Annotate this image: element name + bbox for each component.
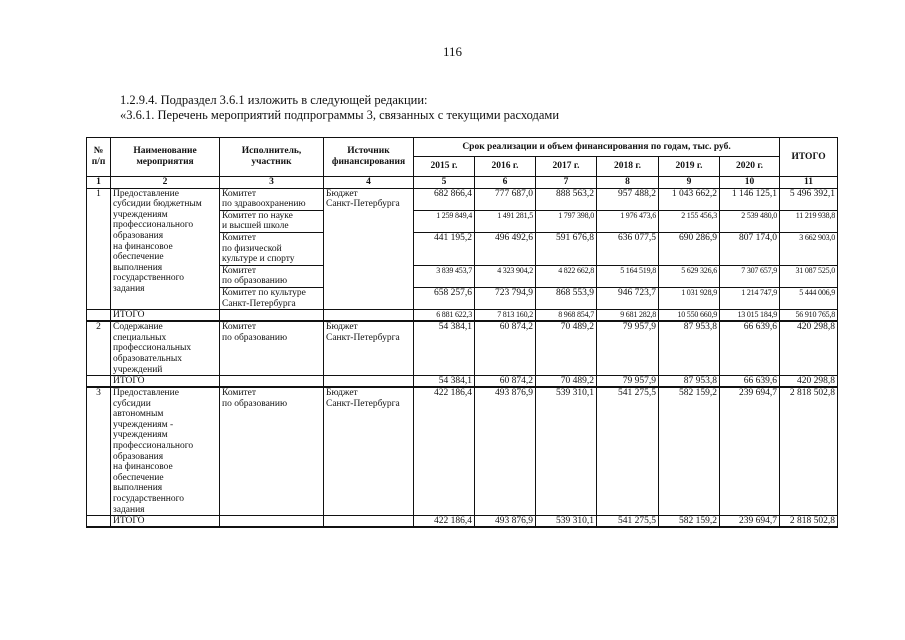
row-num-empty: [87, 376, 111, 388]
total-cell: 79 957,9: [597, 376, 659, 388]
funding-source: Бюджет Санкт-Петербурга: [324, 387, 414, 516]
column-number: 6: [475, 177, 536, 189]
intro-line-1: 1.2.9.4. Подраздел 3.6.1 изложить в следующей редакции:: [120, 93, 428, 107]
total-cell: 2 818 502,8: [780, 516, 838, 528]
header-year: 2016 г.: [475, 157, 536, 177]
empty-cell: [220, 310, 324, 322]
column-number-row: [87, 177, 838, 189]
value-cell: 5 444 006,9: [780, 287, 838, 309]
column-number: 3: [220, 177, 324, 189]
header-executor: Исполнитель, участник: [220, 138, 324, 177]
value-cell: 1 214 747,9: [720, 287, 780, 309]
value-cell: 888 563,2: [536, 188, 597, 210]
value-cell: 1 491 281,5: [475, 210, 536, 232]
executor: Комитет по образованию: [220, 387, 324, 516]
value-cell: 3 662 903,0: [780, 232, 838, 265]
header-year: 2018 г.: [597, 157, 659, 177]
empty-cell: [220, 376, 324, 388]
column-number: 1: [87, 177, 111, 189]
total-cell: 66 639,6: [720, 376, 780, 388]
column-number: 8: [597, 177, 659, 189]
intro-text: [120, 93, 559, 123]
value-cell: 2 818 502,8: [780, 387, 838, 516]
value-cell: 70 489,2: [536, 321, 597, 375]
column-number: 7: [536, 177, 597, 189]
executor: Комитет по образованию: [220, 265, 324, 287]
total-cell: 539 310,1: [536, 516, 597, 528]
value-cell: 87 953,8: [659, 321, 720, 375]
value-cell: 868 553,9: [536, 287, 597, 309]
column-number: 2: [111, 177, 220, 189]
total-row: [87, 516, 838, 528]
total-cell: 60 874,2: [475, 376, 536, 388]
header-srok: Срок реализации и объем финансирования по годам, тыс. руб.: [414, 138, 780, 157]
value-cell: 5 496 392,1: [780, 188, 838, 210]
table-row: [87, 188, 838, 210]
value-cell: 60 874,2: [475, 321, 536, 375]
column-number: 5: [414, 177, 475, 189]
intro-line-2: «3.6.1. Перечень мероприятий подпрограммы 3, связанных с текущими расходами: [120, 108, 560, 122]
value-cell: 66 639,6: [720, 321, 780, 375]
value-cell: 2 155 456,3: [659, 210, 720, 232]
measures-table: [86, 137, 838, 528]
funding-source: Бюджет Санкт-Петербурга: [324, 321, 414, 375]
total-cell: 13 015 184,9: [720, 310, 780, 322]
executor: Комитет по науке и высшей школе: [220, 210, 324, 232]
header-name: Наименование мероприятия: [111, 138, 220, 177]
value-cell: 582 159,2: [659, 387, 720, 516]
value-cell: 493 876,9: [475, 387, 536, 516]
row-num: 2: [87, 321, 111, 375]
value-cell: 636 077,5: [597, 232, 659, 265]
total-cell: 54 384,1: [414, 376, 475, 388]
table-row: [87, 387, 838, 516]
value-cell: 777 687,0: [475, 188, 536, 210]
total-cell: 10 550 660,9: [659, 310, 720, 322]
total-cell: 493 876,9: [475, 516, 536, 528]
value-cell: 682 866,4: [414, 188, 475, 210]
empty-cell: [220, 516, 324, 528]
total-cell: 87 953,8: [659, 376, 720, 388]
total-cell: 7 813 160,2: [475, 310, 536, 322]
column-number: 4: [324, 177, 414, 189]
executor: Комитет по культуре Санкт-Петербурга: [220, 287, 324, 309]
total-cell: 8 968 854,7: [536, 310, 597, 322]
value-cell: 1 043 662,2: [659, 188, 720, 210]
value-cell: 807 174,0: [720, 232, 780, 265]
value-cell: 2 539 480,0: [720, 210, 780, 232]
value-cell: 79 957,9: [597, 321, 659, 375]
total-row: [87, 376, 838, 388]
executor: Комитет по образованию: [220, 321, 324, 375]
table-row: [87, 321, 838, 375]
column-number: 9: [659, 177, 720, 189]
value-cell: 4 822 662,8: [536, 265, 597, 287]
total-cell: 582 159,2: [659, 516, 720, 528]
value-cell: 239 694,7: [720, 387, 780, 516]
value-cell: 11 219 938,8: [780, 210, 838, 232]
value-cell: 422 186,4: [414, 387, 475, 516]
measure-name: Содержание специальных профессиональных образовательных учреждений: [111, 321, 220, 375]
value-cell: 539 310,1: [536, 387, 597, 516]
header-year: 2015 г.: [414, 157, 475, 177]
value-cell: 420 298,8: [780, 321, 838, 375]
value-cell: 7 307 657,9: [720, 265, 780, 287]
value-cell: 1 259 849,4: [414, 210, 475, 232]
funding-source: Бюджет Санкт-Петербурга: [324, 188, 414, 310]
value-cell: 957 488,2: [597, 188, 659, 210]
header-year: 2017 г.: [536, 157, 597, 177]
value-cell: 658 257,6: [414, 287, 475, 309]
executor: Комитет по здравоохранению: [220, 188, 324, 210]
value-cell: 591 676,8: [536, 232, 597, 265]
value-cell: 31 087 525,0: [780, 265, 838, 287]
header-year: 2020 г.: [720, 157, 780, 177]
empty-cell: [324, 516, 414, 528]
value-cell: 1 031 928,9: [659, 287, 720, 309]
value-cell: 1 146 125,1: [720, 188, 780, 210]
empty-cell: [324, 376, 414, 388]
value-cell: 4 323 904,2: [475, 265, 536, 287]
column-number: 10: [720, 177, 780, 189]
empty-cell: [324, 310, 414, 322]
value-cell: 5 164 519,8: [597, 265, 659, 287]
total-cell: 56 910 765,8: [780, 310, 838, 322]
row-num: 1: [87, 188, 111, 310]
value-cell: 496 492,6: [475, 232, 536, 265]
value-cell: 54 384,1: [414, 321, 475, 375]
row-num-empty: [87, 310, 111, 322]
value-cell: 723 794,9: [475, 287, 536, 309]
column-number: 11: [780, 177, 838, 189]
page-number: 116: [442, 44, 463, 59]
executor: Комитет по физической культуре и спорту: [220, 232, 324, 265]
total-cell: 422 186,4: [414, 516, 475, 528]
total-row: [87, 310, 838, 322]
value-cell: 946 723,7: [597, 287, 659, 309]
total-cell: 70 489,2: [536, 376, 597, 388]
total-cell: 9 681 282,8: [597, 310, 659, 322]
value-cell: 541 275,5: [597, 387, 659, 516]
header-year: 2019 г.: [659, 157, 720, 177]
value-cell: 441 195,2: [414, 232, 475, 265]
header-num: № п/п: [87, 138, 111, 177]
value-cell: 690 286,9: [659, 232, 720, 265]
header-source: Источник финансирования: [324, 138, 414, 177]
value-cell: 1 797 398,0: [536, 210, 597, 232]
header-itogo: ИТОГО: [780, 138, 838, 177]
measure-name: Предоставление субсидии бюджетным учреждениям профессионального образования на финансовое обеспечение выполнения государственного задания: [111, 188, 220, 310]
value-cell: 3 839 453,7: [414, 265, 475, 287]
row-num-empty: [87, 516, 111, 528]
row-num: 3: [87, 387, 111, 516]
total-cell: 541 275,5: [597, 516, 659, 528]
total-label: ИТОГО: [111, 376, 220, 388]
total-cell: 6 881 622,3: [414, 310, 475, 322]
value-cell: 1 976 473,6: [597, 210, 659, 232]
total-label: ИТОГО: [111, 310, 220, 322]
total-label: ИТОГО: [111, 516, 220, 528]
total-cell: 239 694,7: [720, 516, 780, 528]
total-cell: 420 298,8: [780, 376, 838, 388]
value-cell: 5 629 326,6: [659, 265, 720, 287]
measure-name: Предоставление субсидии автономным учреждениям - учреждениям профессионального образования на финансовое обеспечение выполнения государственного задания: [111, 387, 220, 516]
